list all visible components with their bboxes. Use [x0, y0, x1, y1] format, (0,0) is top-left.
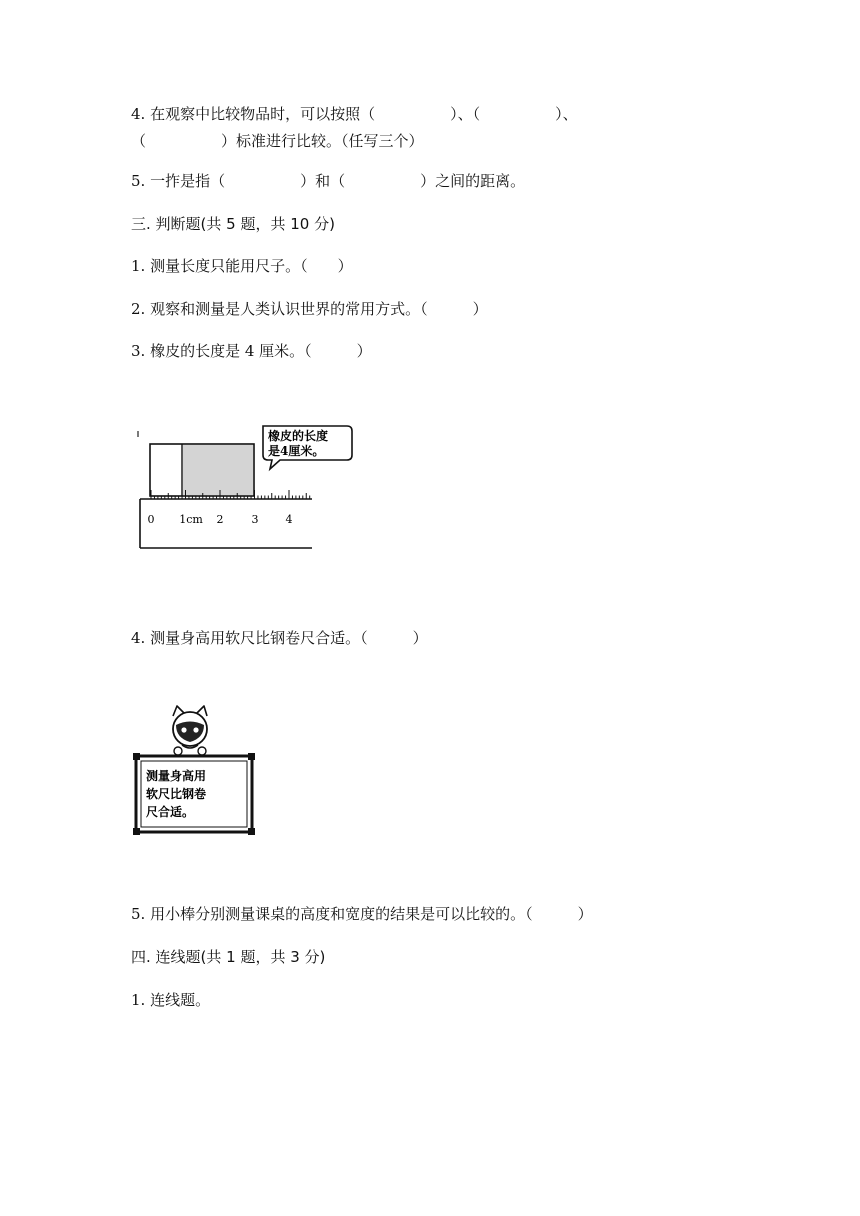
- judge-question-1: 1. 测量长度只能用尺子。（ ）: [131, 257, 353, 275]
- cartoon-character-icon: [173, 706, 207, 755]
- question-4-fill-in-line-2: （ ）标准进行比较。（任写三个）: [131, 132, 424, 150]
- robot-sign-figure: [132, 704, 257, 836]
- sign-line-2: 软尺比钢卷: [146, 787, 207, 801]
- ruler-label-2: 2: [216, 513, 224, 526]
- judge-question-5: 5. 用小棒分别测量课桌的高度和宽度的结果是可以比较的。（ ）: [131, 905, 593, 923]
- ruler-label-4: 4: [285, 513, 293, 526]
- section-4-heading: 四. 连线题(共 1 题，共 3 分): [131, 948, 326, 966]
- question-5-fill-in: 5. 一拃是指（ ）和（ ）之间的距离。: [131, 172, 526, 190]
- sign-line-1: 测量身高用: [146, 769, 207, 783]
- judge-question-3: 3. 橡皮的长度是 4 厘米。（ ）: [131, 342, 372, 360]
- question-4-fill-in-line-1: 4. 在观察中比较物品时，可以按照（ ）、（ ）、: [131, 105, 578, 123]
- judge-question-2: 2. 观察和测量是人类认识世界的常用方式。（ ）: [131, 300, 488, 318]
- ruler: [140, 490, 312, 548]
- sign-board: [133, 753, 255, 835]
- section-3-heading: 三. 判断题(共 5 题，共 10 分): [131, 215, 335, 233]
- ruler-label-3: 3: [251, 513, 259, 526]
- eraser-ruler-figure: [132, 422, 362, 554]
- speech-bubble-line-2: 是4厘米。: [268, 444, 325, 458]
- matching-question-1: 1. 连线题。: [131, 991, 211, 1009]
- ruler-label-0: 0: [147, 513, 155, 526]
- sign-line-3: 尺合适。: [146, 805, 195, 819]
- judge-question-4: 4. 测量身高用软尺比钢卷尺合适。（ ）: [131, 629, 428, 647]
- speech-bubble-line-1: 橡皮的长度: [268, 429, 329, 443]
- ruler-label-1cm: 1cm: [179, 513, 203, 526]
